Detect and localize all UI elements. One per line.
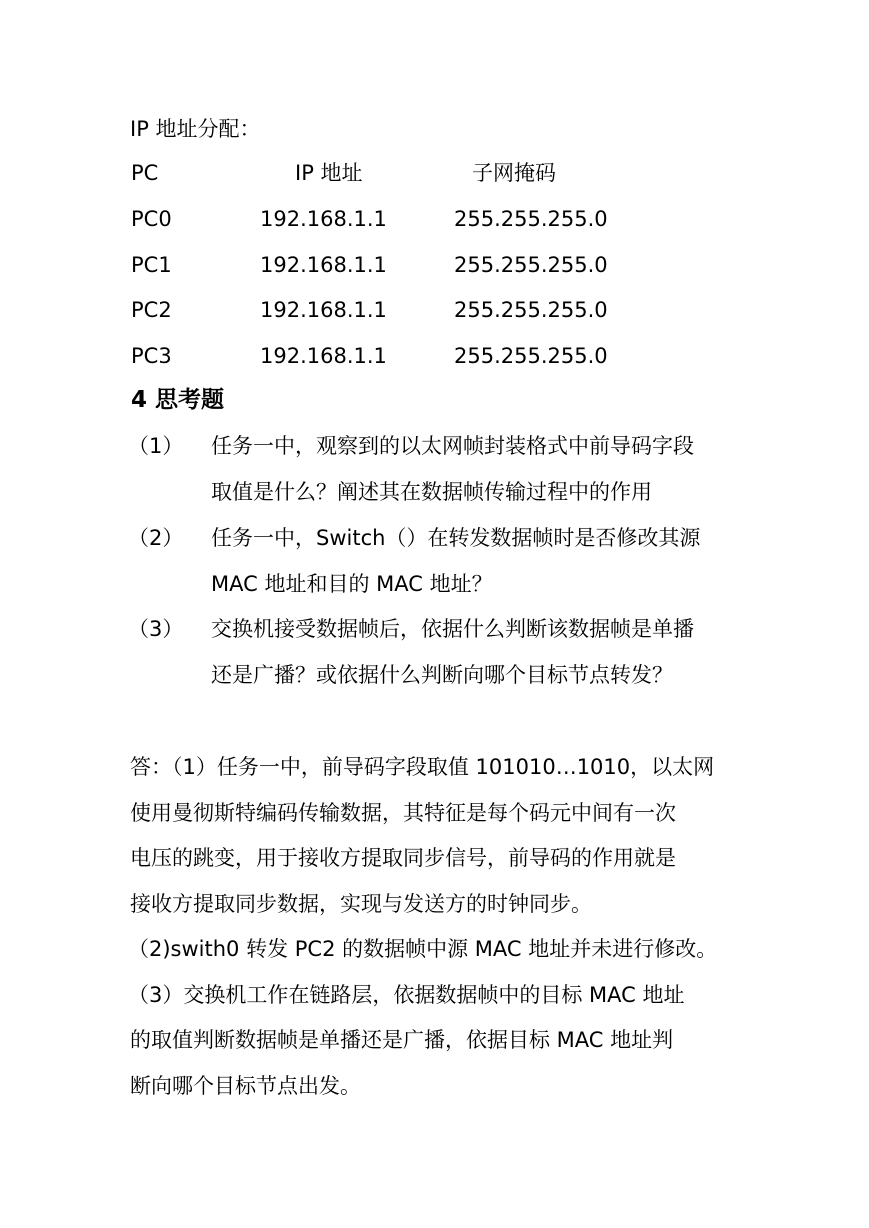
table-cell-ip: 192.168.1.1 [260, 344, 387, 368]
ip-section-title: IP 地址分配： [130, 117, 261, 141]
table-cell-ip: 192.168.1.1 [260, 298, 387, 322]
question-text-line: 任务一中，观察到的以太网帧封装格式中前导码字段 [211, 434, 694, 458]
question-text-line: 交换机接受数据帧后，依据什么判断该数据帧是单播 [211, 617, 694, 641]
question-number: （3） [128, 617, 184, 641]
question-number: （2） [128, 526, 184, 550]
answer-line: 接收方提取同步数据，实现与发送方的时钟同步。 [130, 892, 592, 916]
answer-line: （2)swith0 转发 PC2 的数据帧中源 MAC 地址并未进行修改。 [128, 937, 718, 961]
table-cell-pc: PC2 [131, 298, 172, 322]
answer-line: 断向哪个目标节点出发。 [130, 1074, 361, 1098]
answer-line: （3）交换机工作在链路层，依据数据帧中的目标 MAC 地址 [128, 983, 685, 1007]
table-cell-mask: 255.255.255.0 [454, 298, 608, 322]
answer-line: 答：（1）任务一中，前导码字段取值 101010…1010，以太网 [130, 755, 715, 779]
answer-line: 的取值判断数据帧是单播还是广播，依据目标 MAC 地址判 [130, 1028, 674, 1052]
table-cell-pc: PC0 [131, 207, 172, 231]
table-cell-ip: 192.168.1.1 [260, 253, 387, 277]
answer-line: 使用曼彻斯特编码传输数据，其特征是每个码元中间有一次 [130, 801, 676, 825]
table-cell-pc: PC1 [131, 253, 172, 277]
table-cell-mask: 255.255.255.0 [454, 253, 608, 277]
table-header-ip: IP 地址 [295, 161, 363, 185]
table-cell-pc: PC3 [131, 344, 172, 368]
question-text-line: 任务一中，Switch（）在转发数据帧时是否修改其源 [211, 526, 701, 550]
question-text-line: 取值是什么？阐述其在数据帧传输过程中的作用 [211, 480, 652, 504]
table-cell-mask: 255.255.255.0 [454, 207, 608, 231]
question-number: （1） [128, 434, 184, 458]
table-header-mask: 子网掩码 [472, 161, 556, 185]
table-header-pc: PC [131, 161, 159, 185]
section-heading: 4 思考题 [131, 387, 225, 413]
table-cell-ip: 192.168.1.1 [260, 207, 387, 231]
answer-line: 电压的跳变，用于接收方提取同步信号，前导码的作用就是 [130, 846, 676, 870]
question-text-line: 还是广播？或依据什么判断向哪个目标节点转发？ [211, 663, 673, 687]
table-cell-mask: 255.255.255.0 [454, 344, 608, 368]
question-text-line: MAC 地址和目的 MAC 地址？ [211, 572, 493, 596]
